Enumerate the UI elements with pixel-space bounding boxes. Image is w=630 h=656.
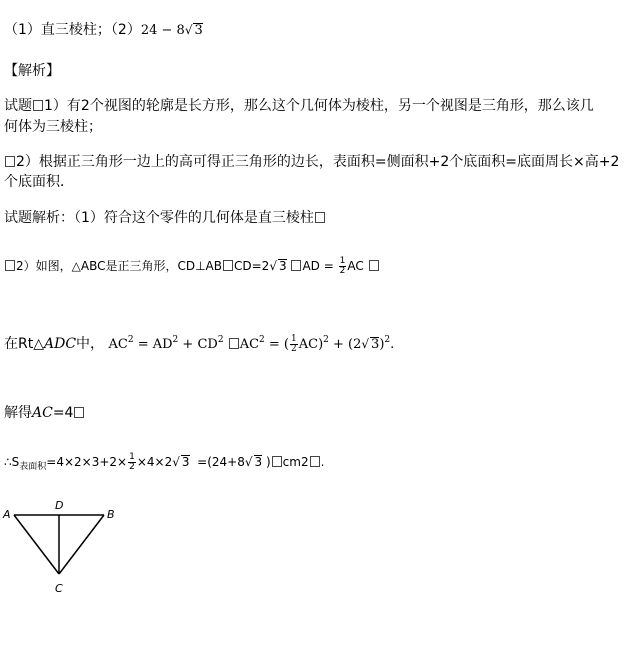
hint-paragraph-1-cont: 何体为三棱柱； [4, 119, 102, 135]
solution-step-3: 在Rt△ADC中， $AC^2 = AD^2 + CD^2$ $AC^2$ = ( $\frac{1}{2}$ AC)$^2$ + (2√ 3)$^2$. [4, 334, 395, 354]
analysis-heading: 【解析】 [4, 63, 60, 79]
missing-glyph-icon [5, 156, 15, 167]
missing-glyph-icon [369, 260, 379, 271]
answer-line [4, 20, 203, 41]
answer-part2: 24 − 8√ 3 [140, 23, 203, 38]
side-ac [14, 515, 59, 574]
missing-glyph-icon [33, 100, 43, 111]
missing-glyph-icon [310, 456, 320, 467]
missing-glyph-icon [291, 260, 301, 271]
missing-glyph-icon [315, 212, 325, 223]
fraction: $\frac{1}{2}$ [291, 334, 297, 354]
missing-glyph-icon [229, 338, 239, 349]
vertex-label-a: A [3, 508, 11, 521]
missing-glyph-icon [223, 260, 233, 271]
triangle-figure [0, 496, 130, 606]
solution-step-4: 解得AC=4 [4, 403, 85, 423]
vertex-label-d: D [55, 499, 64, 512]
vertex-label-b: B [107, 508, 115, 521]
solution-step-2: 2）如图，△ABC是正三角形，CD⊥AB CD=2√ 3 AD = $\frac{1}{2}$ AC [4, 256, 380, 276]
missing-glyph-icon [272, 456, 282, 467]
missing-glyph-icon [5, 260, 15, 271]
answer-part1: （1）直三棱柱；（2） [4, 22, 141, 38]
fraction: $\frac{1}{2}$ [129, 452, 135, 472]
hint-paragraph-2: 2）根据正三角形一边上的高可得正三角形的边长，表面积=侧面积+2个底面积=底面周长×高+2 [4, 152, 619, 172]
hint-paragraph-2-cont: 个底面积． [4, 174, 74, 190]
hint-paragraph-1: 试题 1）有2个视图的轮廓是长方形，那么这个几何体为棱柱，另一个视图是三角形，那么该几 [4, 98, 594, 114]
solution-step-5: $\therefore S_{表面积}=4\times 2\times 3+2\times$ $\frac{1}{2}$ ×4×2√ 3 =(24+8√ 3 ) cm2 . [4, 452, 325, 472]
side-bc [59, 515, 104, 574]
vertex-label-c: C [55, 582, 63, 595]
fraction: $\frac{1}{2}$ [339, 256, 346, 276]
missing-glyph-icon [74, 407, 84, 418]
solution-step-1: 试题解析：（1）符合这个零件的几何体是直三棱柱 [4, 208, 326, 228]
